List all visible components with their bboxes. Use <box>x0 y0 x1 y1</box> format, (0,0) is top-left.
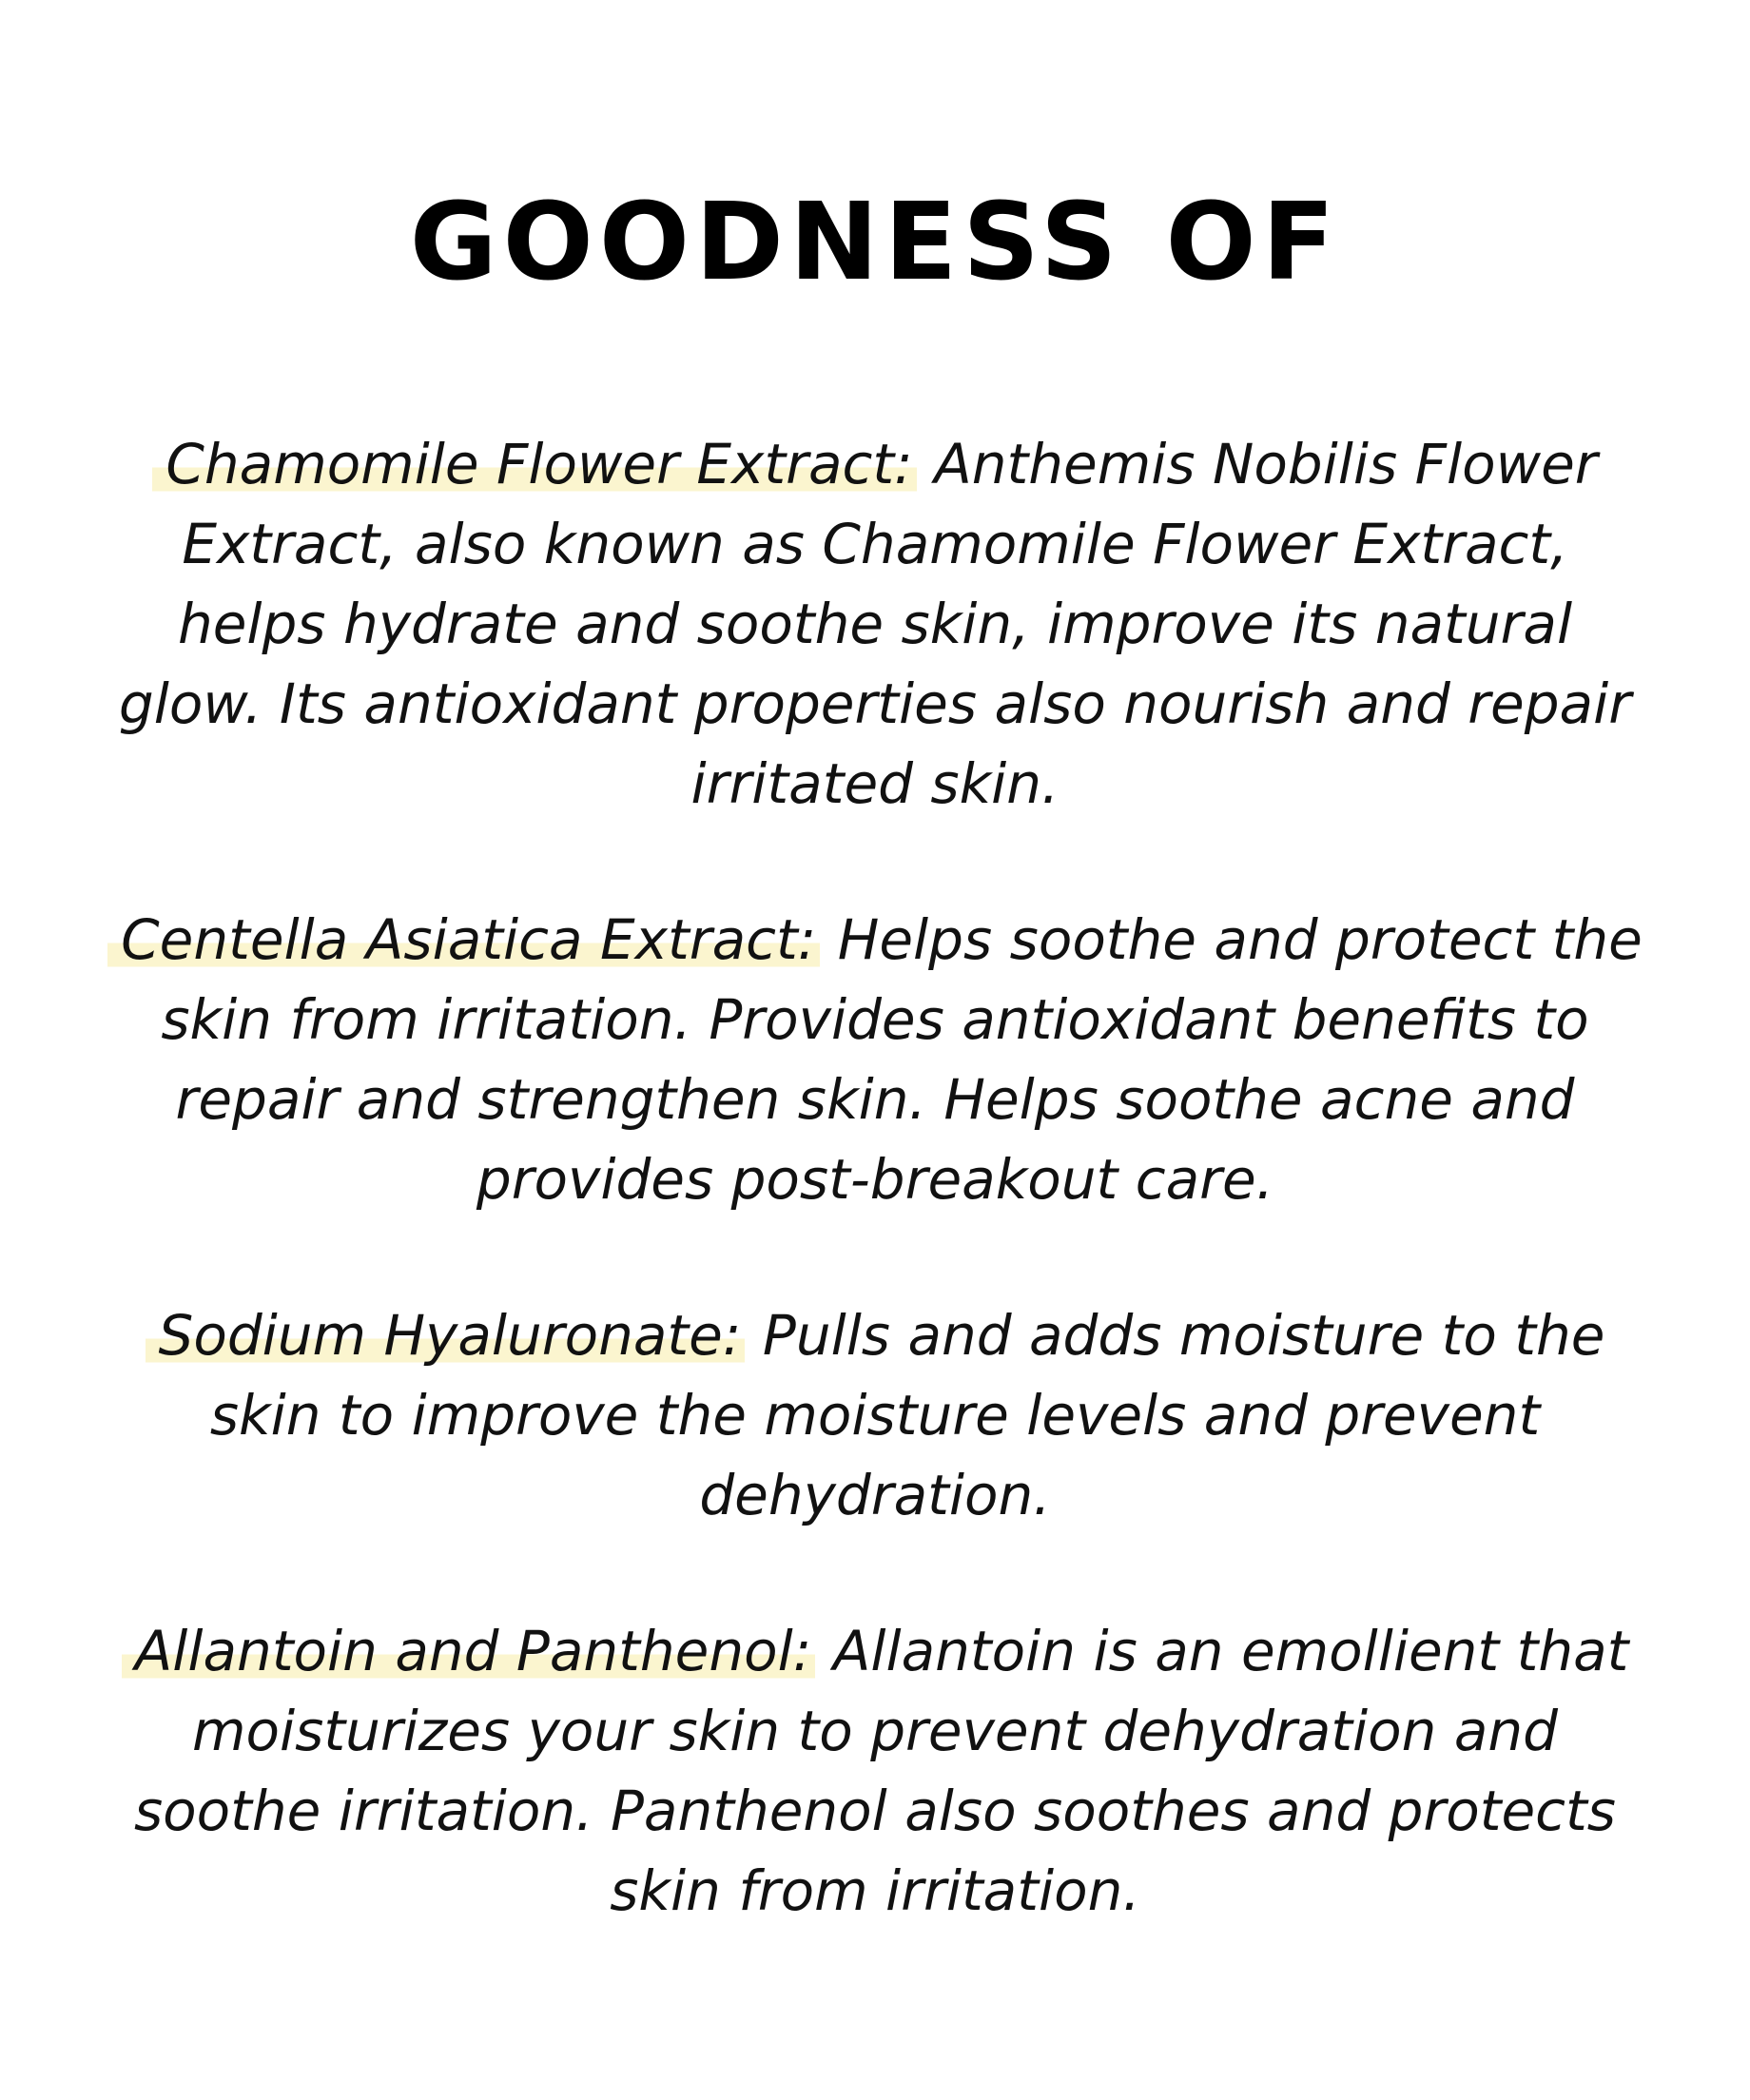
ingredient-item-chamomile <box>105 424 1645 824</box>
ingredient-name-highlight: Sodium Hyaluronate: <box>146 1303 746 1368</box>
ingredient-description: Pulls and adds moisture to the skin to improve the moisture levels and prevent dehydration. <box>209 1303 1605 1527</box>
ingredient-description: Allantoin is an emollient that moisturizes your skin to prevent dehydration and soothe irritation. Panthenol also soothes and protects skin from irritation. <box>133 1619 1629 1923</box>
ingredient-description: Helps soothe and protect the skin from irritation. Provides antioxidant benefits to repair and strengthen skin. Helps soothe acne and provides post-breakout care. <box>161 907 1643 1212</box>
ingredient-item-sodium-hyaluronate <box>105 1295 1645 1535</box>
ingredient-name-highlight: Centella Asiatica Extract: <box>107 907 820 972</box>
ingredient-item-allantoin-panthenol <box>105 1611 1645 1931</box>
ingredient-name-highlight: Allantoin and Panthenol: <box>122 1619 816 1683</box>
ingredient-description: Anthemis Nobilis Flower Extract, also known as Chamomile Flower Extract, helps hydrate and soothe skin, improve its natural glow. Its antioxidant properties also nourish and repair irritated skin. <box>118 432 1632 816</box>
page-title: GOODNESS OF <box>409 181 1341 304</box>
ingredient-list <box>105 424 1645 2007</box>
ingredient-name-highlight: Chamomile Flower Extract: <box>152 432 916 496</box>
ingredient-item-centella <box>105 900 1645 1219</box>
